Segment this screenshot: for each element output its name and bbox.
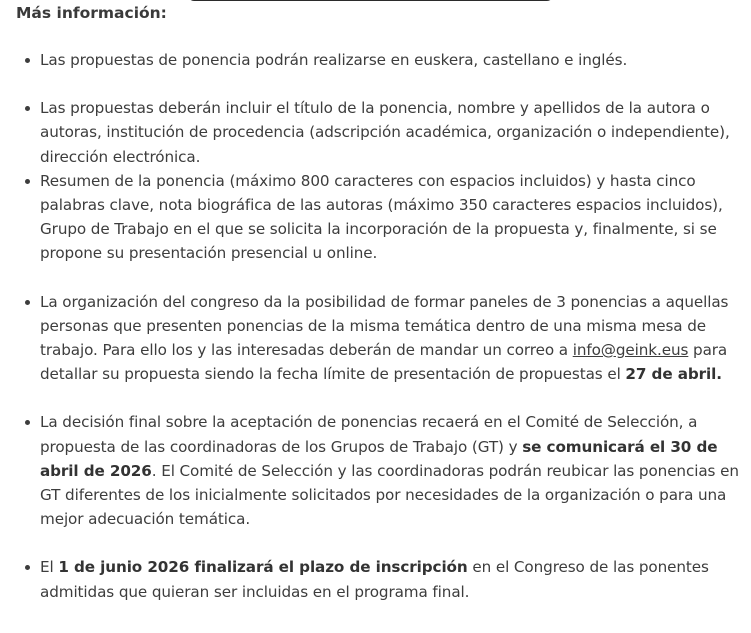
communication-date: se comunicará el 30 de abril de 2026 [40,437,718,480]
registration-deadline: 1 de junio 2026 finalizará el plazo de inscripción [58,558,468,577]
list-item-abstract [22,169,742,266]
header-bar-edge [188,0,553,1]
item-text: Las propuestas deberán incluir el título de la ponencia, nombre y apellidos de la autora o autoras, institución de procedencia (adscripción académica, organización o independiente), dirección electrónica. [40,99,730,166]
item-text: El [40,558,59,577]
item-text: . El Comité de Selección y las coordinadoras podrán reubicar las ponencias en GT diferentes de los inicialmente solicitados por necesidades de la organización o para una mejor adecuación temática. [40,461,739,529]
list-item-selection [22,410,742,531]
deadline-date: 27 de abril. [625,365,722,384]
item-text: en el Congreso de las ponentes admitidas que quieran ser incluidas en el programa final. [40,558,709,601]
item-text: La decisión final sobre la aceptación de ponencias recaerá en el Comité de Selección, a propuesta de las coordinadoras de los Grupos de Trabajo (GT) y [40,413,698,456]
info-list [22,48,742,604]
item-text: para detallar su propuesta siendo la fecha límite de presentación de propuestas el [40,341,728,384]
list-item-registration [22,555,742,603]
section-heading: Más información: [16,4,167,22]
email-link[interactable]: info@geink.eus [572,341,689,360]
list-item-panels [22,290,742,387]
item-text: Las propuestas de ponencia podrán realizarse en euskera, castellano e inglés. [40,51,628,69]
list-item-languages [22,48,742,72]
item-text: Resumen de la ponencia (máximo 800 caracteres con espacios incluidos) y hasta cinco palabras clave, nota biográfica de las autoras (máximo 350 caracteres espacios incluidos), Grupo de Trabajo en el que se solicita la incorporación de la propuesta y, finalmente, si se propone su presentación presencial u online. [40,171,723,263]
item-text: La organización del congreso da la posibilidad de formar paneles de 3 ponencias a aquellas personas que presenten ponencias de la misma temática dentro de una misma mesa de trabajo. Para ello los y las interesadas deberán de mandar un correo a [40,292,729,360]
list-item-proposal-contents [22,96,742,169]
